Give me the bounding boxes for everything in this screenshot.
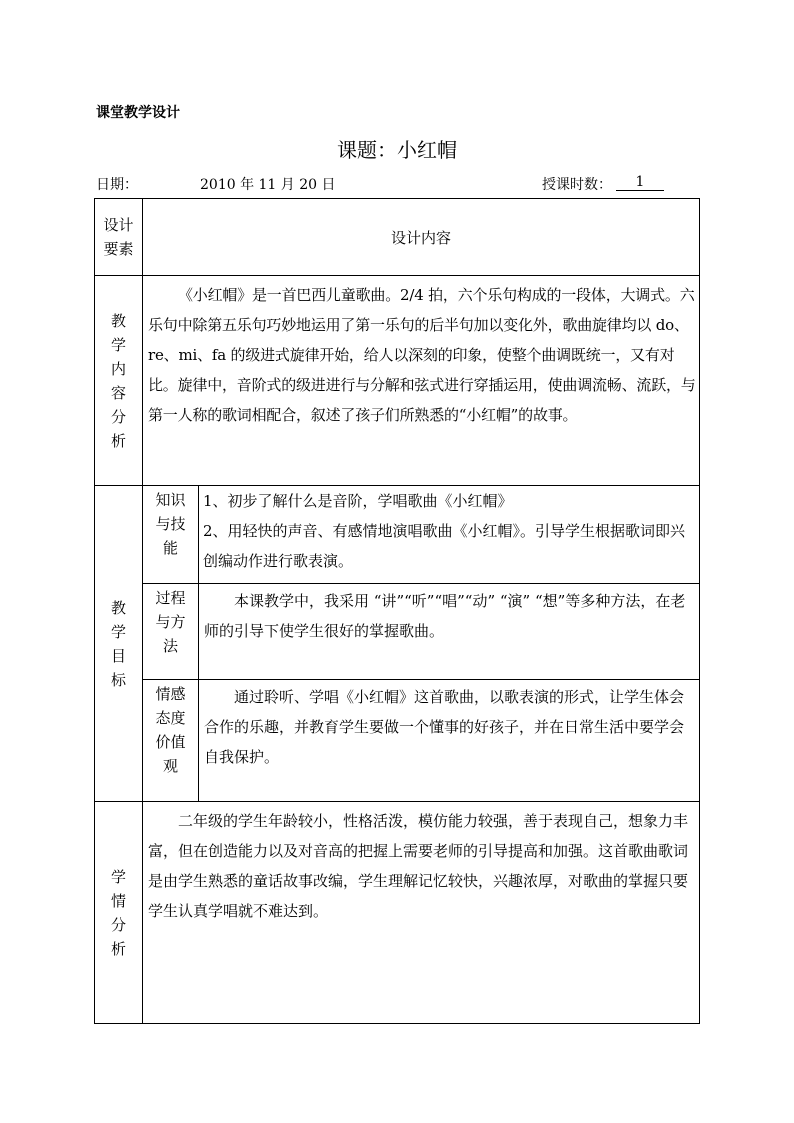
date-value: 2010 年 11 月 20 日 — [200, 177, 336, 193]
goals-label: 教学目标 — [95, 486, 143, 802]
lesson-design-table — [94, 198, 700, 1024]
analysis-text: 《小红帽》是一首巴西儿童歌曲。2/4 拍，六个乐句构成的一段体，大调式。六乐句中除第五乐句巧妙地运用了第一乐句的后半句加以变化外，歌曲旋律均以 do、re、mi、fa 的级进式旋律开始，给人以深刻的印象，使整个曲调既统一，又有对比。旋律中，音阶式的级进进行与分解和弦式进行穿插运用，使曲调流畅、流跃，与第一人称的歌词相配合，叙述了孩子们所熟悉的“小红帽”的故事。 — [143, 276, 700, 486]
header-design-factor: 设计要素 — [95, 199, 143, 276]
header-design-content: 设计内容 — [143, 199, 700, 276]
knowledge-item: 2、用轻快的声音、有感情地演唱歌曲《小红帽》。引导学生根据歌词即兴创编动作进行歌表演。 — [203, 522, 686, 570]
analysis-label: 教学内容分析 — [95, 276, 143, 486]
emotion-label: 情感态度价值观 — [143, 680, 199, 802]
class-hours-value: 1 — [616, 174, 664, 191]
date-row — [96, 174, 700, 194]
page-title: 课题：小红帽 — [337, 138, 457, 162]
process-label: 过程与方法 — [143, 584, 199, 680]
date-label: 日期： — [96, 177, 138, 193]
process-text: 本课教学中，我采用 “讲”“听”“唱”“动” “演” “想”等多种方法，在老师的引导下使学生很好的掌握歌曲。 — [199, 584, 700, 680]
knowledge-label: 知识与技能 — [143, 486, 199, 584]
knowledge-item: 1、初步了解什么是音阶，学唱歌曲《小红帽》 — [203, 492, 513, 510]
knowledge-content — [199, 486, 700, 584]
students-label: 学情分析 — [95, 802, 143, 1024]
document-label: 课堂教学设计 — [96, 105, 180, 121]
students-text: 二年级的学生年龄较小，性格活泼，模仿能力较强，善于表现自己，想象力丰富，但在创造能力以及对音高的把握上需要老师的引导提高和加强。这首歌曲歌词是由学生熟悉的童话故事改编，学生理解记忆较快，兴趣浓厚，对歌曲的掌握只要学生认真学唱就不难达到。 — [143, 802, 700, 1024]
class-hours-label: 授课时数： — [542, 177, 612, 193]
emotion-text: 通过聆听、学唱《小红帽》这首歌曲，以歌表演的形式，让学生体会合作的乐趣，并教育学生要做一个懂事的好孩子，并在日常生活中要学会自我保护。 — [199, 680, 700, 802]
